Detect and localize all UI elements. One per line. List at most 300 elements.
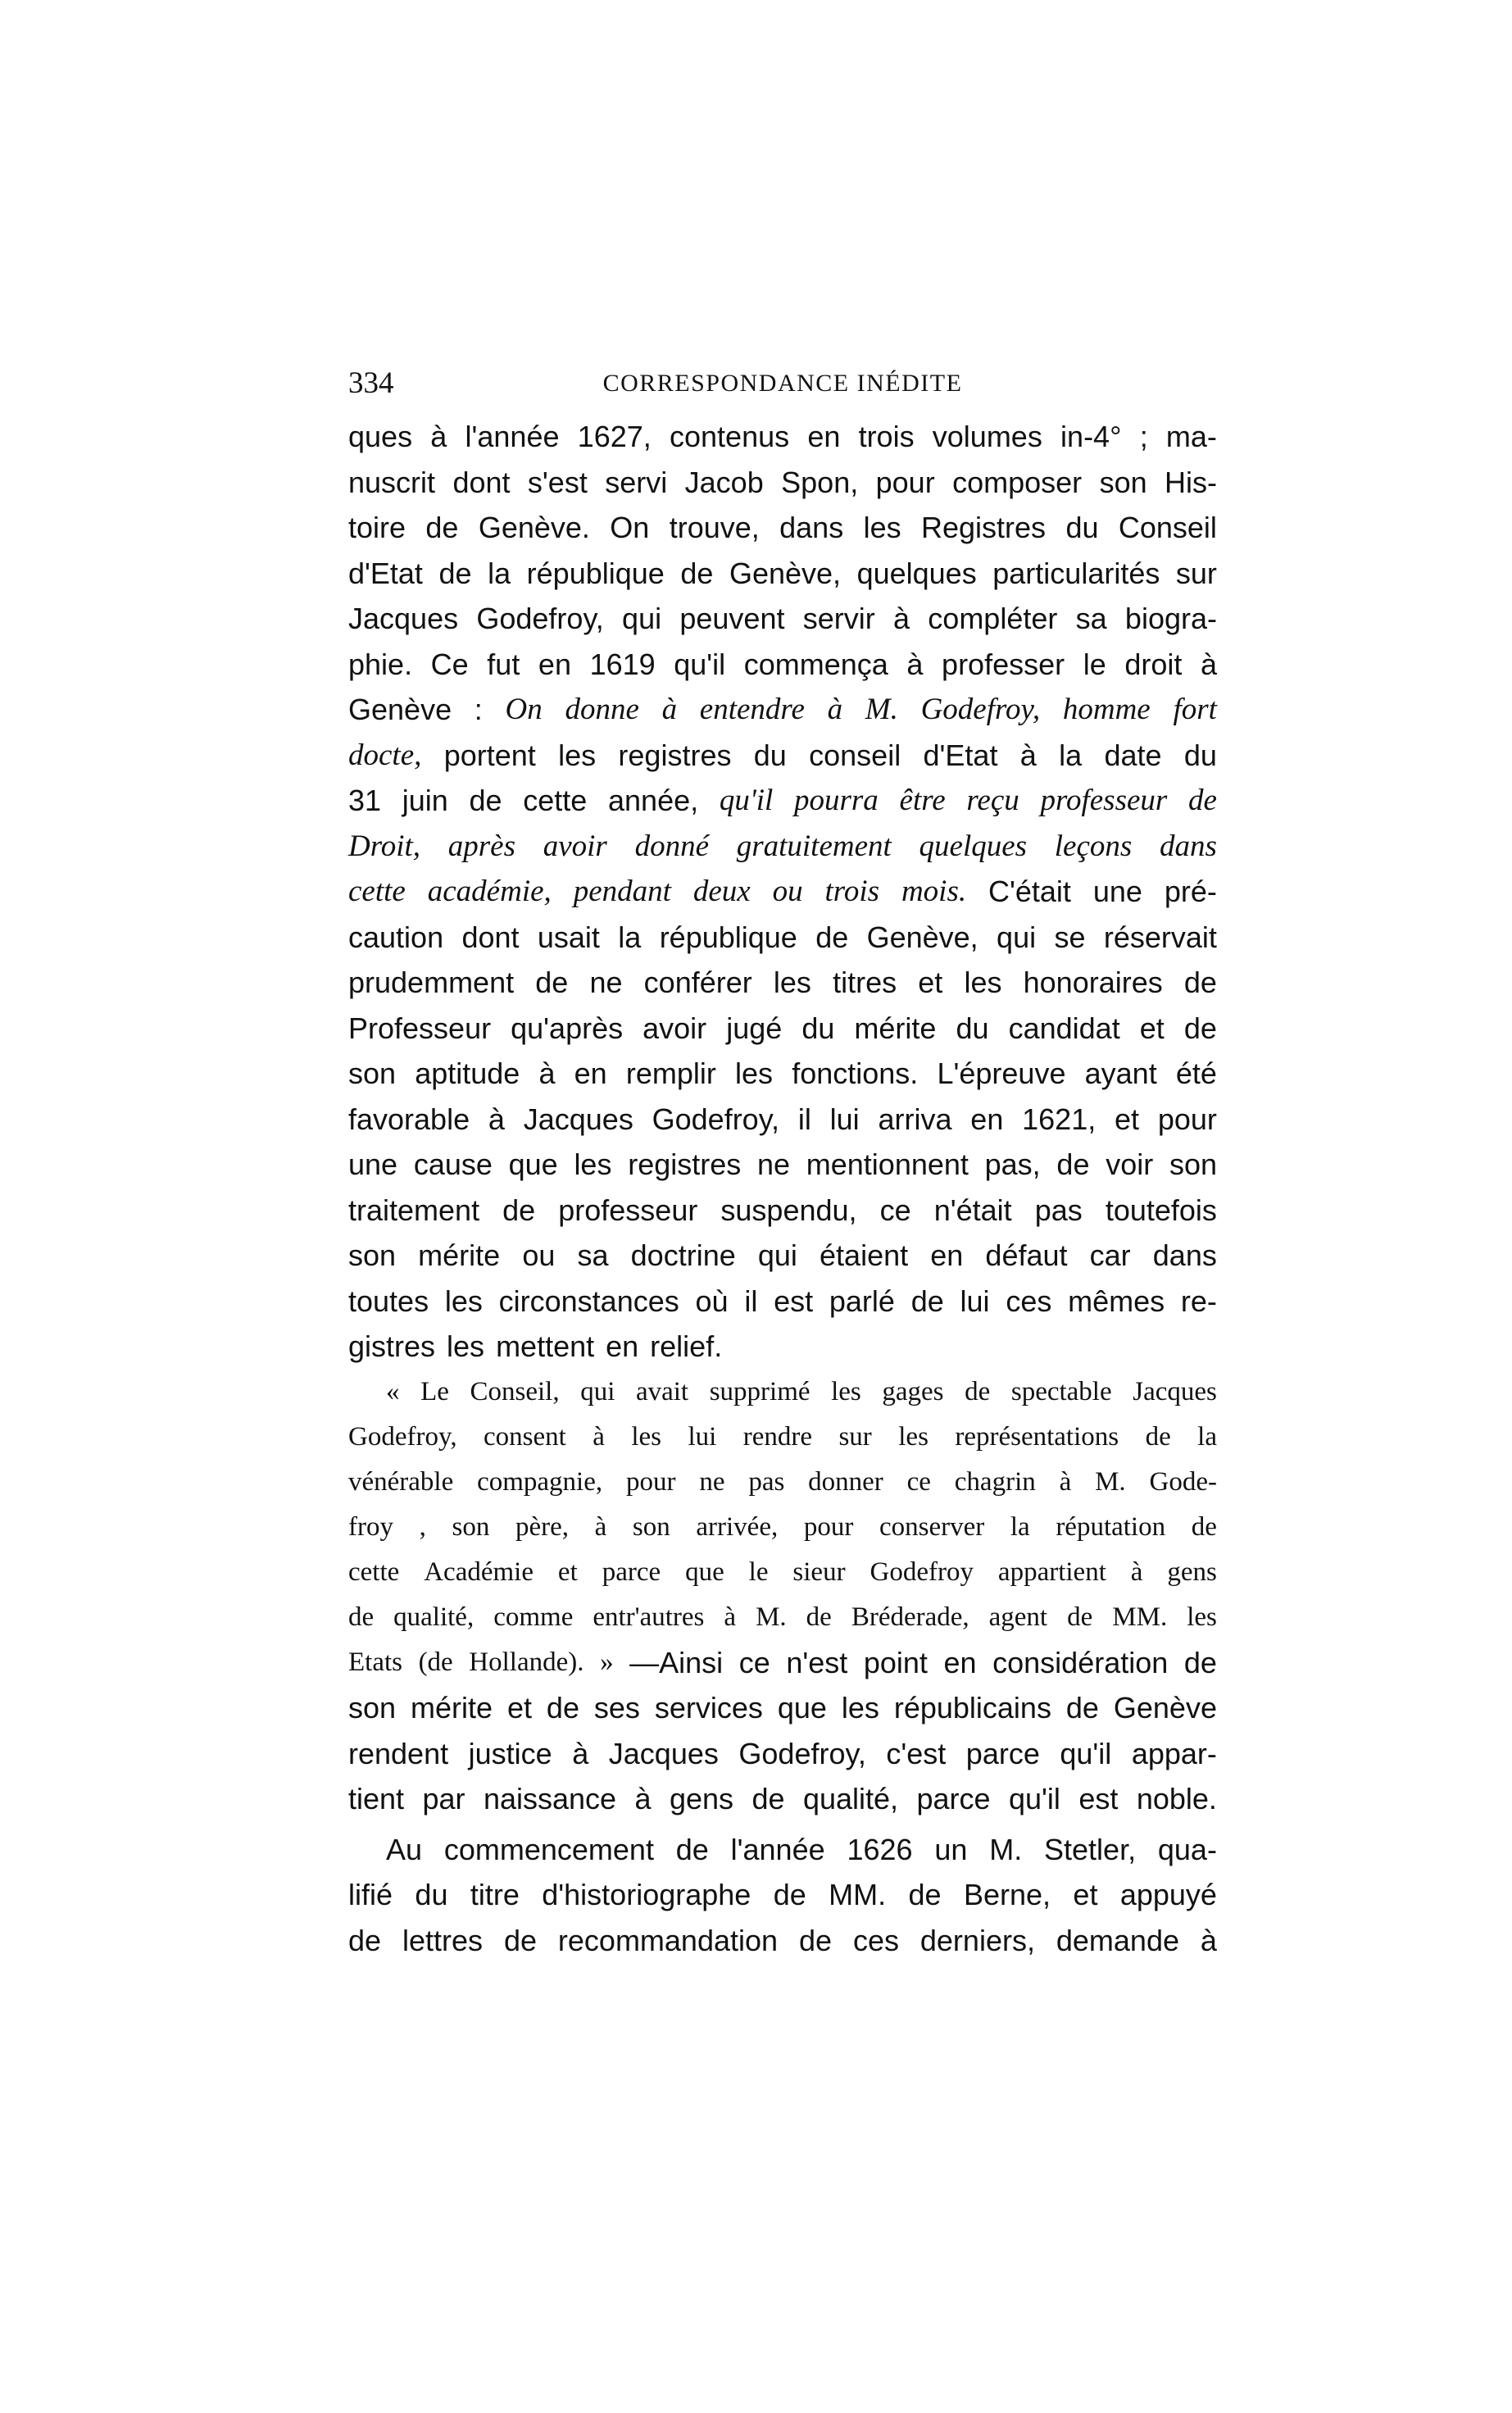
word: sur [1175,556,1217,590]
word: Jacob [684,465,764,499]
word: noble. [1136,1782,1217,1815]
word: derniers, [919,1923,1035,1957]
word: sur [838,1421,872,1452]
word: « [386,1376,400,1406]
word: la [618,920,642,954]
word: pour [875,465,935,499]
text-line [348,596,1217,642]
word: cette [348,875,406,908]
word: toutefois [1105,1193,1217,1227]
word: rendre [742,1421,813,1452]
word: de [798,1923,833,1957]
word: de [535,966,569,999]
word: Genève, [729,556,842,590]
word: s'est [527,465,588,499]
word: les [1187,1602,1217,1632]
word: à [893,602,910,635]
word: le [1083,647,1106,681]
word: jugé [726,1011,783,1045]
text-line [348,642,1217,688]
word: Jacques [348,602,459,635]
word: pendant [573,875,671,908]
word: de [1065,1691,1099,1725]
word: registres [628,1147,742,1181]
word: de [546,1691,579,1725]
word: son [1169,1147,1217,1181]
word: d'Etat [348,556,423,590]
word: d'Etat [923,738,998,772]
word: Godefroy, [348,1421,457,1452]
word: lifié [348,1878,393,1911]
word: et [557,1556,578,1587]
text-line [348,1097,1217,1143]
running-title: CORRESPONDANCE INÉDITE [602,370,963,397]
word: ce [906,1466,931,1497]
text-line [348,505,1217,551]
word: qu'il [1060,1736,1112,1770]
word: demande [1056,1923,1179,1957]
word: pour [1157,1102,1217,1136]
word: pré- [1164,875,1217,908]
word: ne [589,966,623,999]
word: pas [748,1466,785,1497]
word: Jacques [1133,1376,1217,1406]
word: son [348,1691,397,1725]
word: du [1065,511,1099,544]
word: qu'il [1009,1782,1060,1815]
word: dont [461,920,520,954]
text-line [348,1918,1217,1964]
word: point [863,1645,928,1679]
word: juin [402,784,448,817]
word: et [1073,1878,1098,1911]
word: un [934,1832,968,1866]
word: 31 [348,784,382,817]
word: académie, [427,875,552,908]
word: dans [1152,1238,1217,1272]
word: c'est [886,1736,947,1770]
word: fort [1173,693,1217,726]
word: Jacques [608,1736,719,1770]
word: gratuitement [736,829,892,863]
word: M. [989,1832,1023,1866]
word: cette [523,784,588,817]
word: de [1145,1421,1171,1452]
text-line [348,1460,1217,1505]
word: cette [348,1556,400,1587]
word: une [1092,875,1142,908]
word: de [680,556,714,590]
word: Bréderade, [851,1602,969,1632]
word: de [1183,1645,1217,1679]
word: phie. [348,647,413,681]
word: trouve, [669,511,760,544]
word: et [506,1691,532,1725]
word: avoir [543,829,607,863]
word: Au [386,1832,423,1866]
word: ne [699,1466,725,1497]
word: naissance [483,1782,617,1815]
word: ces [852,1923,899,1957]
word: qualité, [393,1602,474,1632]
word: professer [942,647,1065,681]
word: relief. [650,1329,723,1363]
word: Jacques [523,1102,633,1136]
word: qu'il [719,784,774,817]
word: parce [965,1736,1040,1770]
word: parce [602,1556,661,1587]
word: froy [348,1511,393,1542]
word: Droit, [348,829,421,863]
word: appar- [1131,1736,1217,1770]
word: —Ainsi [629,1645,724,1679]
text-line [348,1142,1217,1188]
word: lui [829,1102,860,1136]
word: professeur [558,1193,698,1227]
word: de [815,920,849,954]
page-number: 334 [348,366,394,400]
word: donné [634,829,709,863]
word: Gode- [1149,1466,1217,1497]
word: M. [756,1602,787,1632]
word: fut [487,647,520,681]
word: république [659,920,797,954]
word: de [425,511,459,544]
word: république [526,556,665,590]
word: in-4° [1060,420,1122,453]
word: de [1183,1011,1217,1045]
text-line [348,1640,1217,1686]
word: à [906,647,924,681]
word: pas, [984,1147,1041,1181]
word: en [538,647,571,681]
word: prudemment [348,966,515,999]
word: les [863,511,901,544]
word: son [632,1511,670,1542]
word: fonctions. [792,1057,919,1090]
word: compagnie, [477,1466,603,1497]
word: de [910,1284,944,1318]
mixed-line [348,1640,1217,1686]
word: la [1197,1421,1217,1452]
word: de [1191,1511,1217,1542]
word: de [751,1782,785,1815]
word: MM. [1112,1602,1168,1632]
word: à [430,420,447,453]
word: volumes [932,420,1042,453]
word: la [488,556,511,590]
word: les [773,966,811,999]
word: sa [577,1238,609,1272]
word: Registres [921,511,1047,544]
text-line [348,1279,1217,1325]
word: dans [779,511,844,544]
word: Godefroy, [920,693,1041,726]
word: 1627, [577,420,652,453]
word: de [502,1193,536,1227]
word: qu'après [511,1011,624,1045]
word: Ce [430,647,469,681]
text-line [348,460,1217,506]
word: mêmes [1068,1284,1165,1318]
word: en [970,1102,1004,1136]
word: son [348,1057,397,1090]
text-line [348,960,1217,1006]
word: entendre [699,693,805,726]
word: Genève [1113,1691,1217,1725]
word: lui [688,1421,717,1452]
word: les [898,1421,929,1452]
word: ou [522,1238,556,1272]
word: : [474,693,483,726]
word: d'historiographe [542,1878,751,1911]
word: et [1139,1011,1165,1045]
word: Godefroy, [652,1102,780,1136]
text-line [348,551,1217,597]
text-line [348,687,1217,733]
text-line [348,1324,1217,1370]
text-line [348,1415,1217,1460]
word: de [438,556,472,590]
word: Genève, [866,920,978,954]
word: justice [468,1736,552,1770]
word: entr'autres [593,1602,705,1632]
page-header [348,359,1217,408]
body-text [348,414,1217,1963]
word: lui [960,1284,990,1318]
word: les [558,738,597,772]
word: comme [493,1602,574,1632]
paragraph-main [348,414,1217,1370]
word: son [1099,465,1147,499]
word: favorable [348,1102,470,1136]
word: du [801,1011,835,1045]
word: à [572,1736,589,1770]
word: représentations [955,1421,1119,1452]
word: du [956,1011,989,1045]
word: 1619 [589,647,656,681]
word: mérite [410,1691,493,1725]
word: Stetler, [1044,1832,1137,1866]
word: de [1067,1602,1093,1632]
word: titres [833,966,897,999]
text-line [348,1006,1217,1052]
word: , [419,1511,426,1542]
word: qui [757,1238,797,1272]
word: de [503,1923,537,1957]
word: du [415,1878,448,1911]
word: son [348,1238,397,1272]
word: de [675,1832,709,1866]
word: L'épreuve [937,1057,1066,1090]
word: conserver [879,1511,985,1542]
word: et [918,966,943,999]
word: en [574,1057,607,1090]
word: du [1183,738,1217,772]
word: His- [1165,465,1217,499]
word: traitement [348,1193,480,1227]
word: compléter [928,602,1058,635]
text-line [348,1370,1217,1415]
word: à [594,1511,607,1542]
word: nuscrit [348,465,436,499]
word: à [538,1057,556,1090]
word: les [831,1376,861,1406]
word: arriva [878,1102,952,1136]
word: vénérable [348,1466,454,1497]
word: doctrine [630,1238,736,1272]
word: ; [1139,420,1148,453]
word: de [773,1878,806,1911]
word: à [1200,647,1217,681]
word: les [964,966,1002,999]
text-line [348,1685,1217,1731]
word: C'était [988,875,1071,908]
text-line [348,1188,1217,1234]
word: de [469,784,502,817]
word: servi [605,465,668,499]
word: On [610,511,650,544]
word: spectable [1010,1376,1112,1406]
word: gistres [348,1329,436,1363]
word: qui [622,602,662,635]
word: quelques [856,556,977,590]
word: mettent [496,1329,595,1363]
word: de [908,1878,942,1911]
word: où [695,1284,729,1318]
word: pas [1034,1193,1083,1227]
word: dont [452,465,511,499]
word: à [593,1421,605,1452]
word: en [943,1645,977,1679]
text-line [348,733,1217,779]
word: pour [803,1511,854,1542]
text-line [348,1872,1217,1918]
word: rendent [348,1736,449,1770]
word: l'année [465,420,560,453]
word: Académie [424,1556,534,1587]
paragraph-final [348,1827,1217,1964]
word: reçu [966,784,1019,817]
word: et [1115,1102,1140,1136]
word: défaut [985,1238,1068,1272]
word: réputation [1056,1511,1166,1542]
word: année, [608,784,699,817]
word: de [348,1602,375,1632]
word: Godefroy [870,1556,974,1587]
word: particularités [992,556,1160,590]
word: de [1188,784,1217,817]
word: en [606,1329,639,1363]
word: Professeur [348,1011,492,1045]
word: M. [1095,1466,1126,1497]
word: honoraires [1023,966,1163,999]
word: MM. [829,1878,887,1911]
word: servir [802,602,875,635]
word: que [508,1147,558,1181]
word: n'est [786,1645,848,1679]
word: supprimé [709,1376,810,1406]
text-line [348,1595,1217,1640]
word: mois. [901,875,967,908]
word: 1621, [1022,1102,1097,1136]
word: à [1130,1556,1143,1587]
word: mérite [418,1238,501,1272]
word: titre [470,1878,520,1911]
word: gages [882,1376,944,1406]
word: est [1078,1782,1119,1815]
word: été [1175,1057,1217,1090]
word: Conseil, [470,1376,560,1406]
word: » [600,1647,614,1677]
word: qualité, [802,1782,899,1815]
word: mentionnent [806,1147,969,1181]
word: à [634,1782,652,1815]
text-line [348,1827,1217,1873]
word: est [774,1284,814,1318]
word: agent [988,1602,1048,1632]
quoted-passage [348,1370,1217,1640]
word: à [1019,738,1037,772]
word: 1626 [847,1832,913,1866]
word: Spon, [781,465,859,499]
word: recommandation [557,1923,779,1957]
word: en [807,420,841,453]
word: mérite [854,1011,937,1045]
paragraph-continuation [348,1685,1217,1822]
word: par [422,1782,465,1815]
word: homme [1062,693,1151,726]
word: à [488,1102,505,1136]
word: qua- [1157,1832,1217,1866]
word: Godefroy, [738,1736,866,1770]
word: Conseil [1118,511,1217,544]
text-line [348,414,1217,460]
word: usait [537,920,600,954]
word: portent [443,738,536,772]
word: Genève [348,693,452,726]
word: après [447,829,516,863]
word: circonstances [498,1284,679,1318]
text-line [348,824,1217,870]
word: ma- [1165,420,1217,453]
word: son [452,1511,490,1542]
word: les [444,1284,483,1318]
word: remplir [625,1057,716,1090]
word: aptitude [415,1057,520,1090]
word: ce [738,1645,770,1679]
word: à [724,1602,737,1632]
word: On [505,693,543,726]
text-line [348,1731,1217,1777]
word: arrivée, [696,1511,779,1542]
word: étaient [820,1238,909,1272]
word: conférer [643,966,752,999]
word: que [777,1691,827,1725]
word: Le [420,1376,449,1406]
word: de [348,1923,382,1957]
word: les [631,1421,662,1452]
word: il [797,1102,811,1136]
word: Godefroy, [476,602,604,635]
word: l'année [730,1832,825,1866]
word: parlé [829,1284,895,1318]
word: à [661,693,678,726]
word: contenus [670,420,790,453]
word: une [348,1147,398,1181]
word: de [965,1376,991,1406]
word: ses [593,1691,640,1725]
